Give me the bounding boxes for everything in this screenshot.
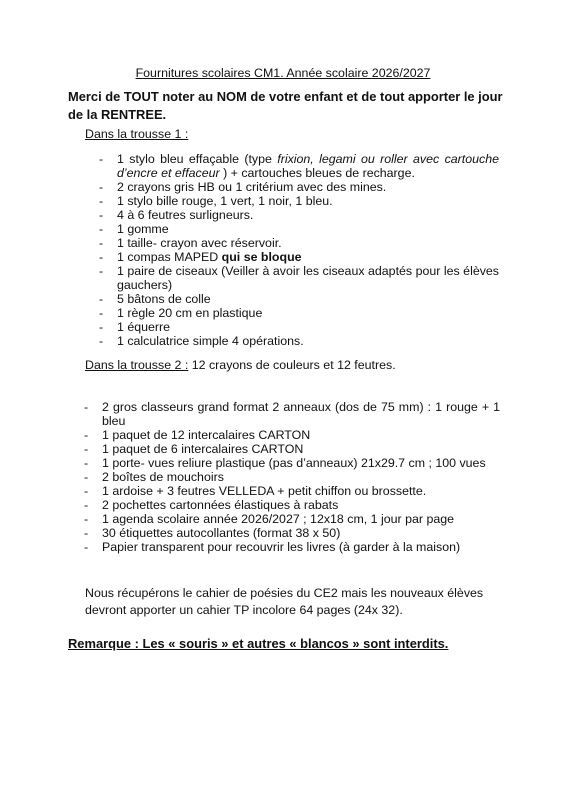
list-item: - 1 équerre <box>99 320 499 334</box>
list-item: - 1 taille- crayon avec réservoir. <box>99 236 499 250</box>
trousse1-heading: Dans la trousse 1 : <box>85 127 189 141</box>
trousse1-list <box>99 152 499 348</box>
bold-text: qui se bloque <box>221 250 302 264</box>
document-title: Fournitures scolaires CM1. Année scolaire 2026/2027 <box>135 66 431 80</box>
list-item: - 4 à 6 feutres surligneurs. <box>99 208 499 222</box>
list-item: - 1 règle 20 cm en plastique <box>99 306 499 320</box>
list-item: - 1 gomme <box>99 222 499 236</box>
note-paragraph: Nous récupérons le cahier de poésies du CE2 mais les nouveaux élèves devront apporter un cahier TP incolore 64 pages (24x 32). <box>85 586 484 617</box>
italic-text: frixion, legami ou roller avec cartouche d’encre et effaceur <box>117 152 499 180</box>
remark-line: Remarque : Les « souris » et autres « blancos » sont interdits. <box>68 636 449 651</box>
list-item: - Papier transparent pour recouvrir les livres (à garder à la maison) <box>84 540 500 554</box>
materials-list <box>84 400 500 554</box>
intro-paragraph: Merci de TOUT noter au NOM de votre enfant et de tout apporter le jour de la RENTREE. <box>68 89 503 122</box>
list-item: - 1 agenda scolaire année 2026/2027 ; 12x18 cm, 1 jour par page <box>84 512 500 526</box>
list-item: - 1 paire de ciseaux (Veiller à avoir les ciseaux adaptés pour les élèves gauchers) <box>99 264 499 292</box>
list-item: - 30 étiquettes autocollantes (format 38 x 50) <box>84 526 500 540</box>
list-item: - 1 stylo bleu effaçable (type frixion, legami ou roller avec cartouche d’encre et effaceur ) + cartouches bleues de recharge. <box>99 152 499 180</box>
trousse2-heading: Dans la trousse 2 : <box>85 358 189 372</box>
list-item: - 1 calculatrice simple 4 opérations. <box>99 334 499 348</box>
list-item: - 2 boîtes de mouchoirs <box>84 470 500 484</box>
trousse2-line <box>85 358 396 372</box>
list-item: - 2 pochettes cartonnées élastiques à rabats <box>84 498 500 512</box>
list-item: - 2 crayons gris HB ou 1 critérium avec des mines. <box>99 180 499 194</box>
list-item: - 1 paquet de 12 intercalaires CARTON <box>84 428 500 442</box>
list-item: - 1 ardoise + 3 feutres VELLEDA + petit chiffon ou brossette. <box>84 484 500 498</box>
list-item: - 1 porte- vues reliure plastique (pas d’anneaux) 21x29.7 cm ; 100 vues <box>84 456 500 470</box>
list-item: - 5 bâtons de colle <box>99 292 499 306</box>
list-item: - 1 compas MAPED qui se bloque <box>99 250 499 264</box>
list-item: - 1 stylo bille rouge, 1 vert, 1 noir, 1 bleu. <box>99 194 499 208</box>
list-item: - 2 gros classeurs grand format 2 anneaux (dos de 75 mm) : 1 rouge + 1 bleu <box>84 400 500 428</box>
trousse2-text: 12 crayons de couleurs et 12 feutres. <box>188 358 396 372</box>
list-item: - 1 paquet de 6 intercalaires CARTON <box>84 442 500 456</box>
